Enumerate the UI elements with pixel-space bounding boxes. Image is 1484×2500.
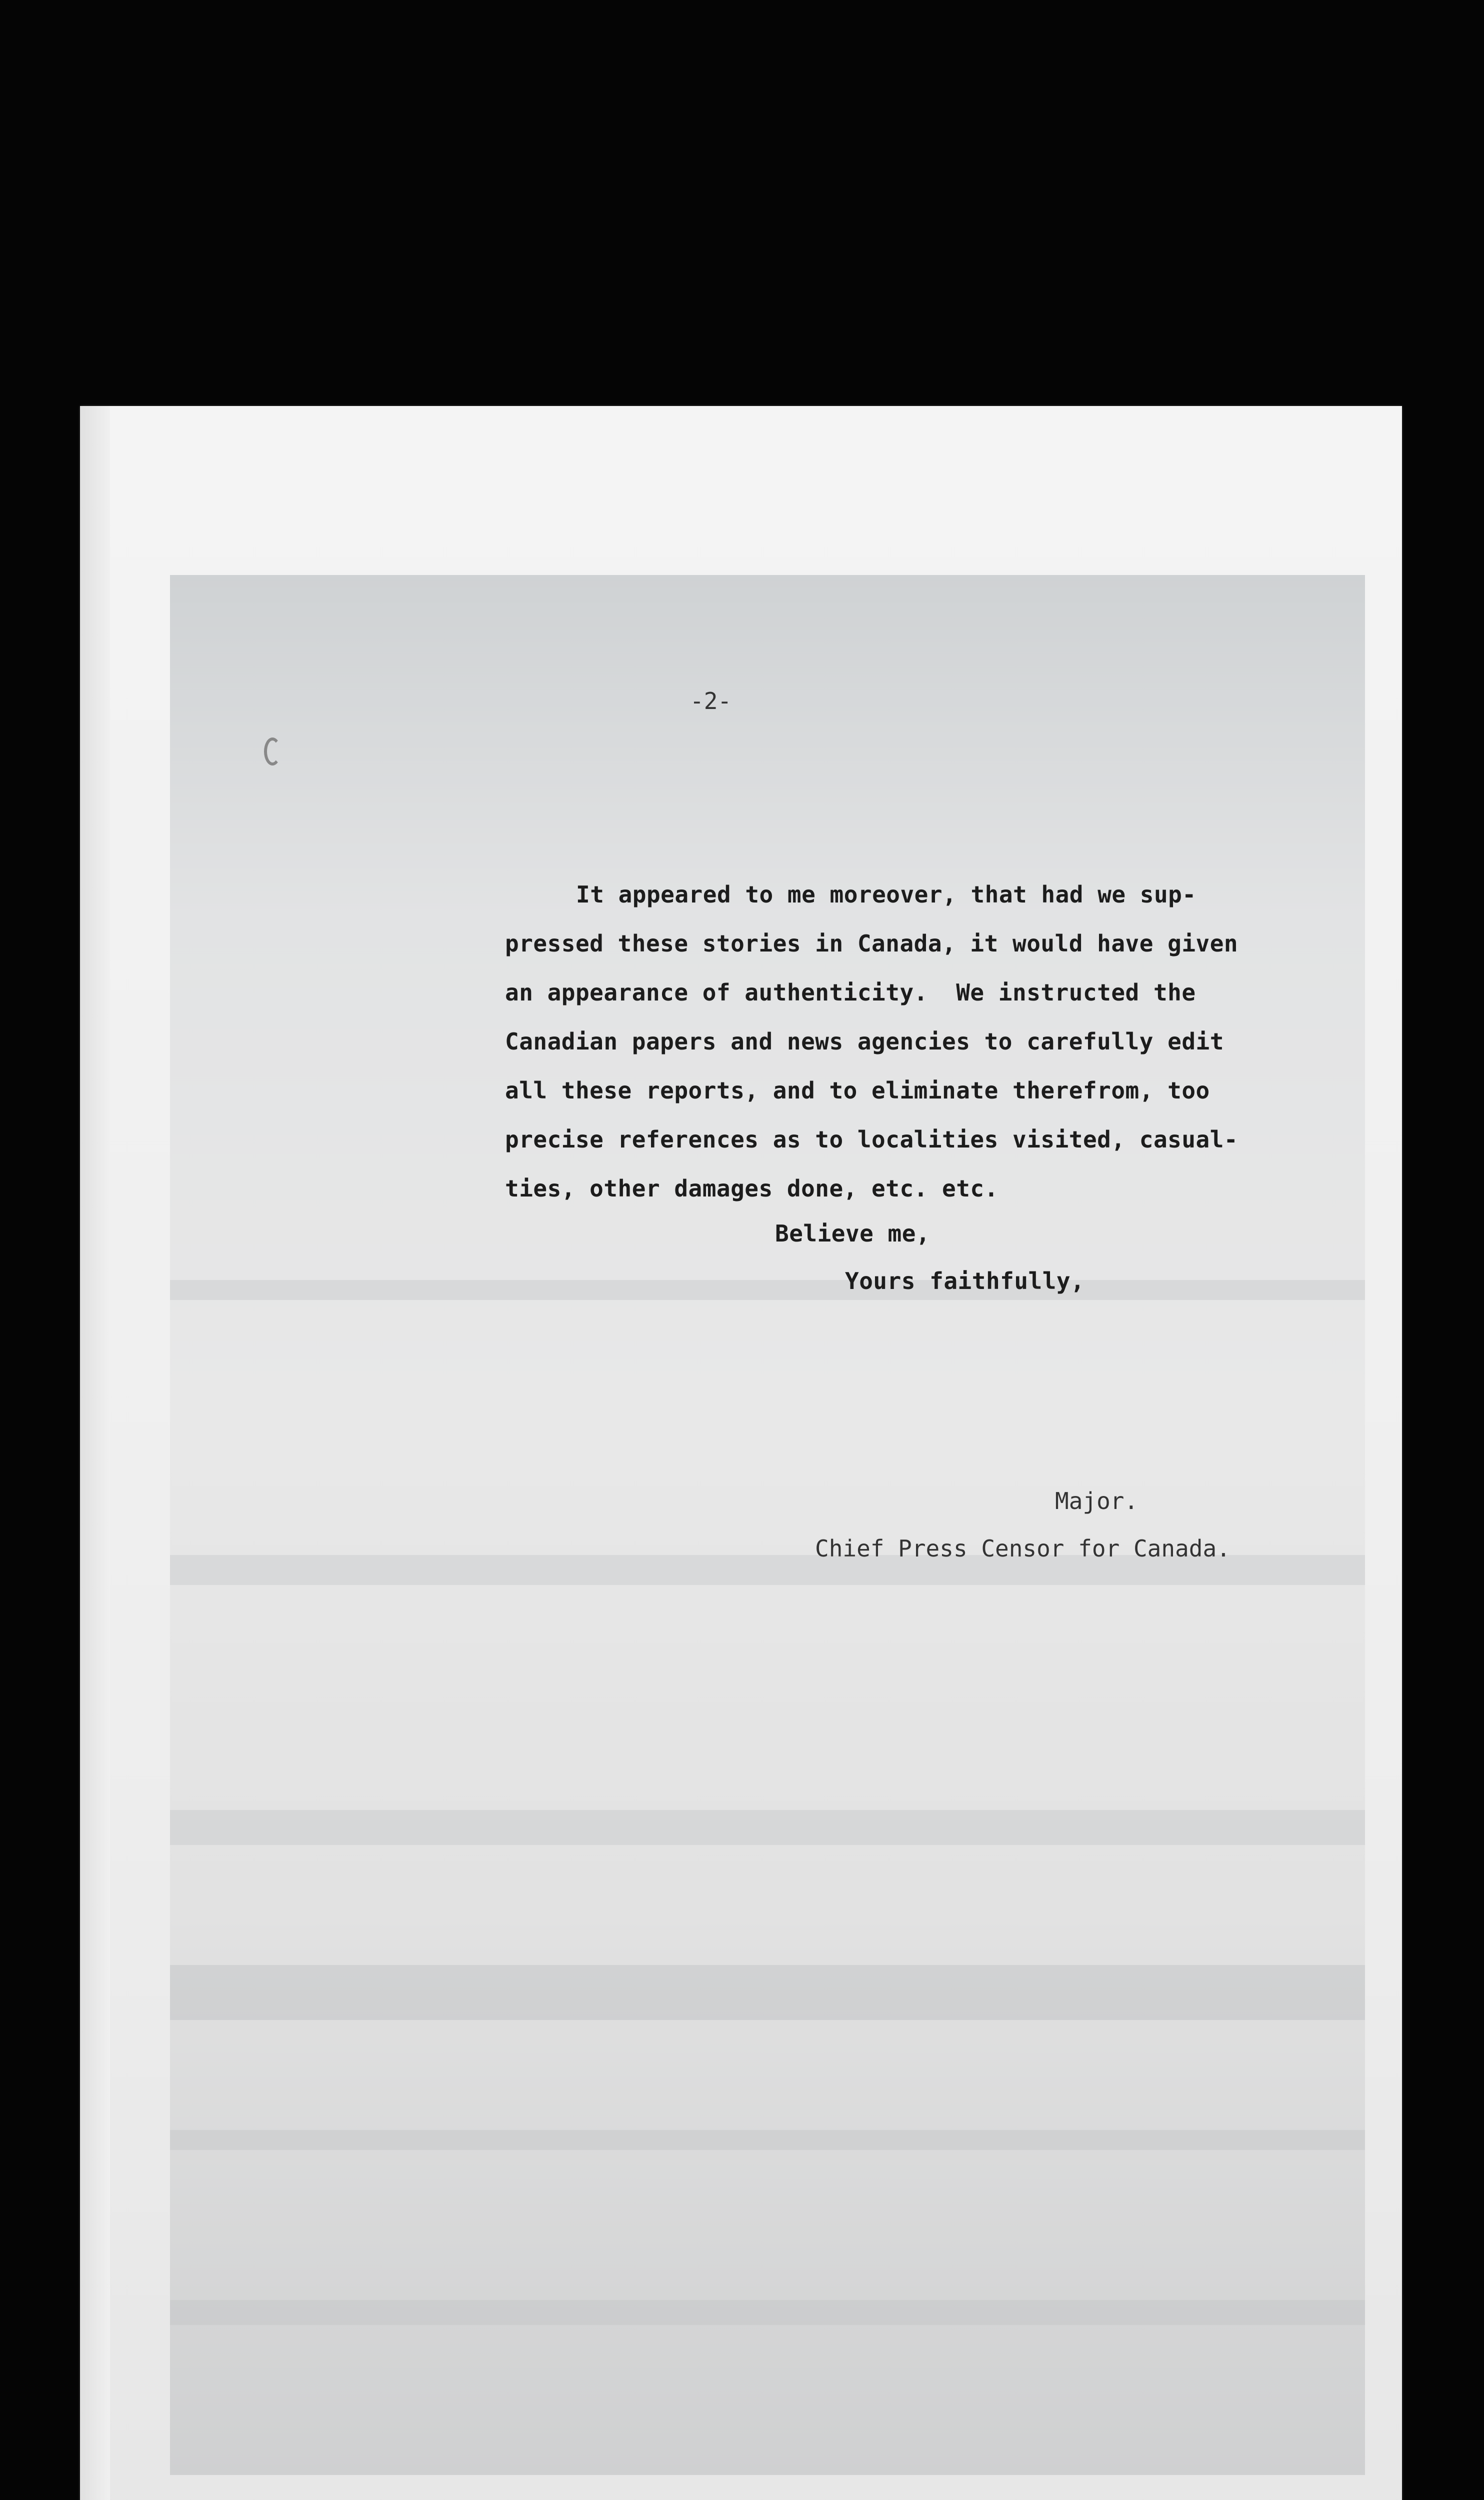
outer-sheet-edge (80, 406, 110, 2500)
punch-hole-mark (264, 738, 281, 766)
body-line: pressed these stories in Canada, it would have given (505, 930, 1238, 957)
closing-yours-faithfully: Yours faithfully, (845, 1268, 1085, 1294)
body-line: It appeared to me moreover, that had we sup- (576, 881, 1196, 908)
letter-page (170, 575, 1365, 2475)
body-line: an appearance of authenticity. We instructed the (505, 979, 1196, 1006)
body-line: precise references as to localities visited, casual- (505, 1126, 1238, 1153)
body-line: ties, other damages done, etc. etc. (505, 1175, 998, 1202)
body-line: all these reports, and to eliminate therefrom, too (505, 1077, 1210, 1104)
page-number: -2- (690, 688, 732, 714)
signature-rank: Major. (1055, 1488, 1138, 1514)
closing-believe-me: Believe me, (775, 1220, 930, 1247)
signature-title: Chief Press Censor for Canada. (815, 1535, 1230, 1562)
body-line: Canadian papers and news agencies to carefully edit (505, 1028, 1224, 1055)
